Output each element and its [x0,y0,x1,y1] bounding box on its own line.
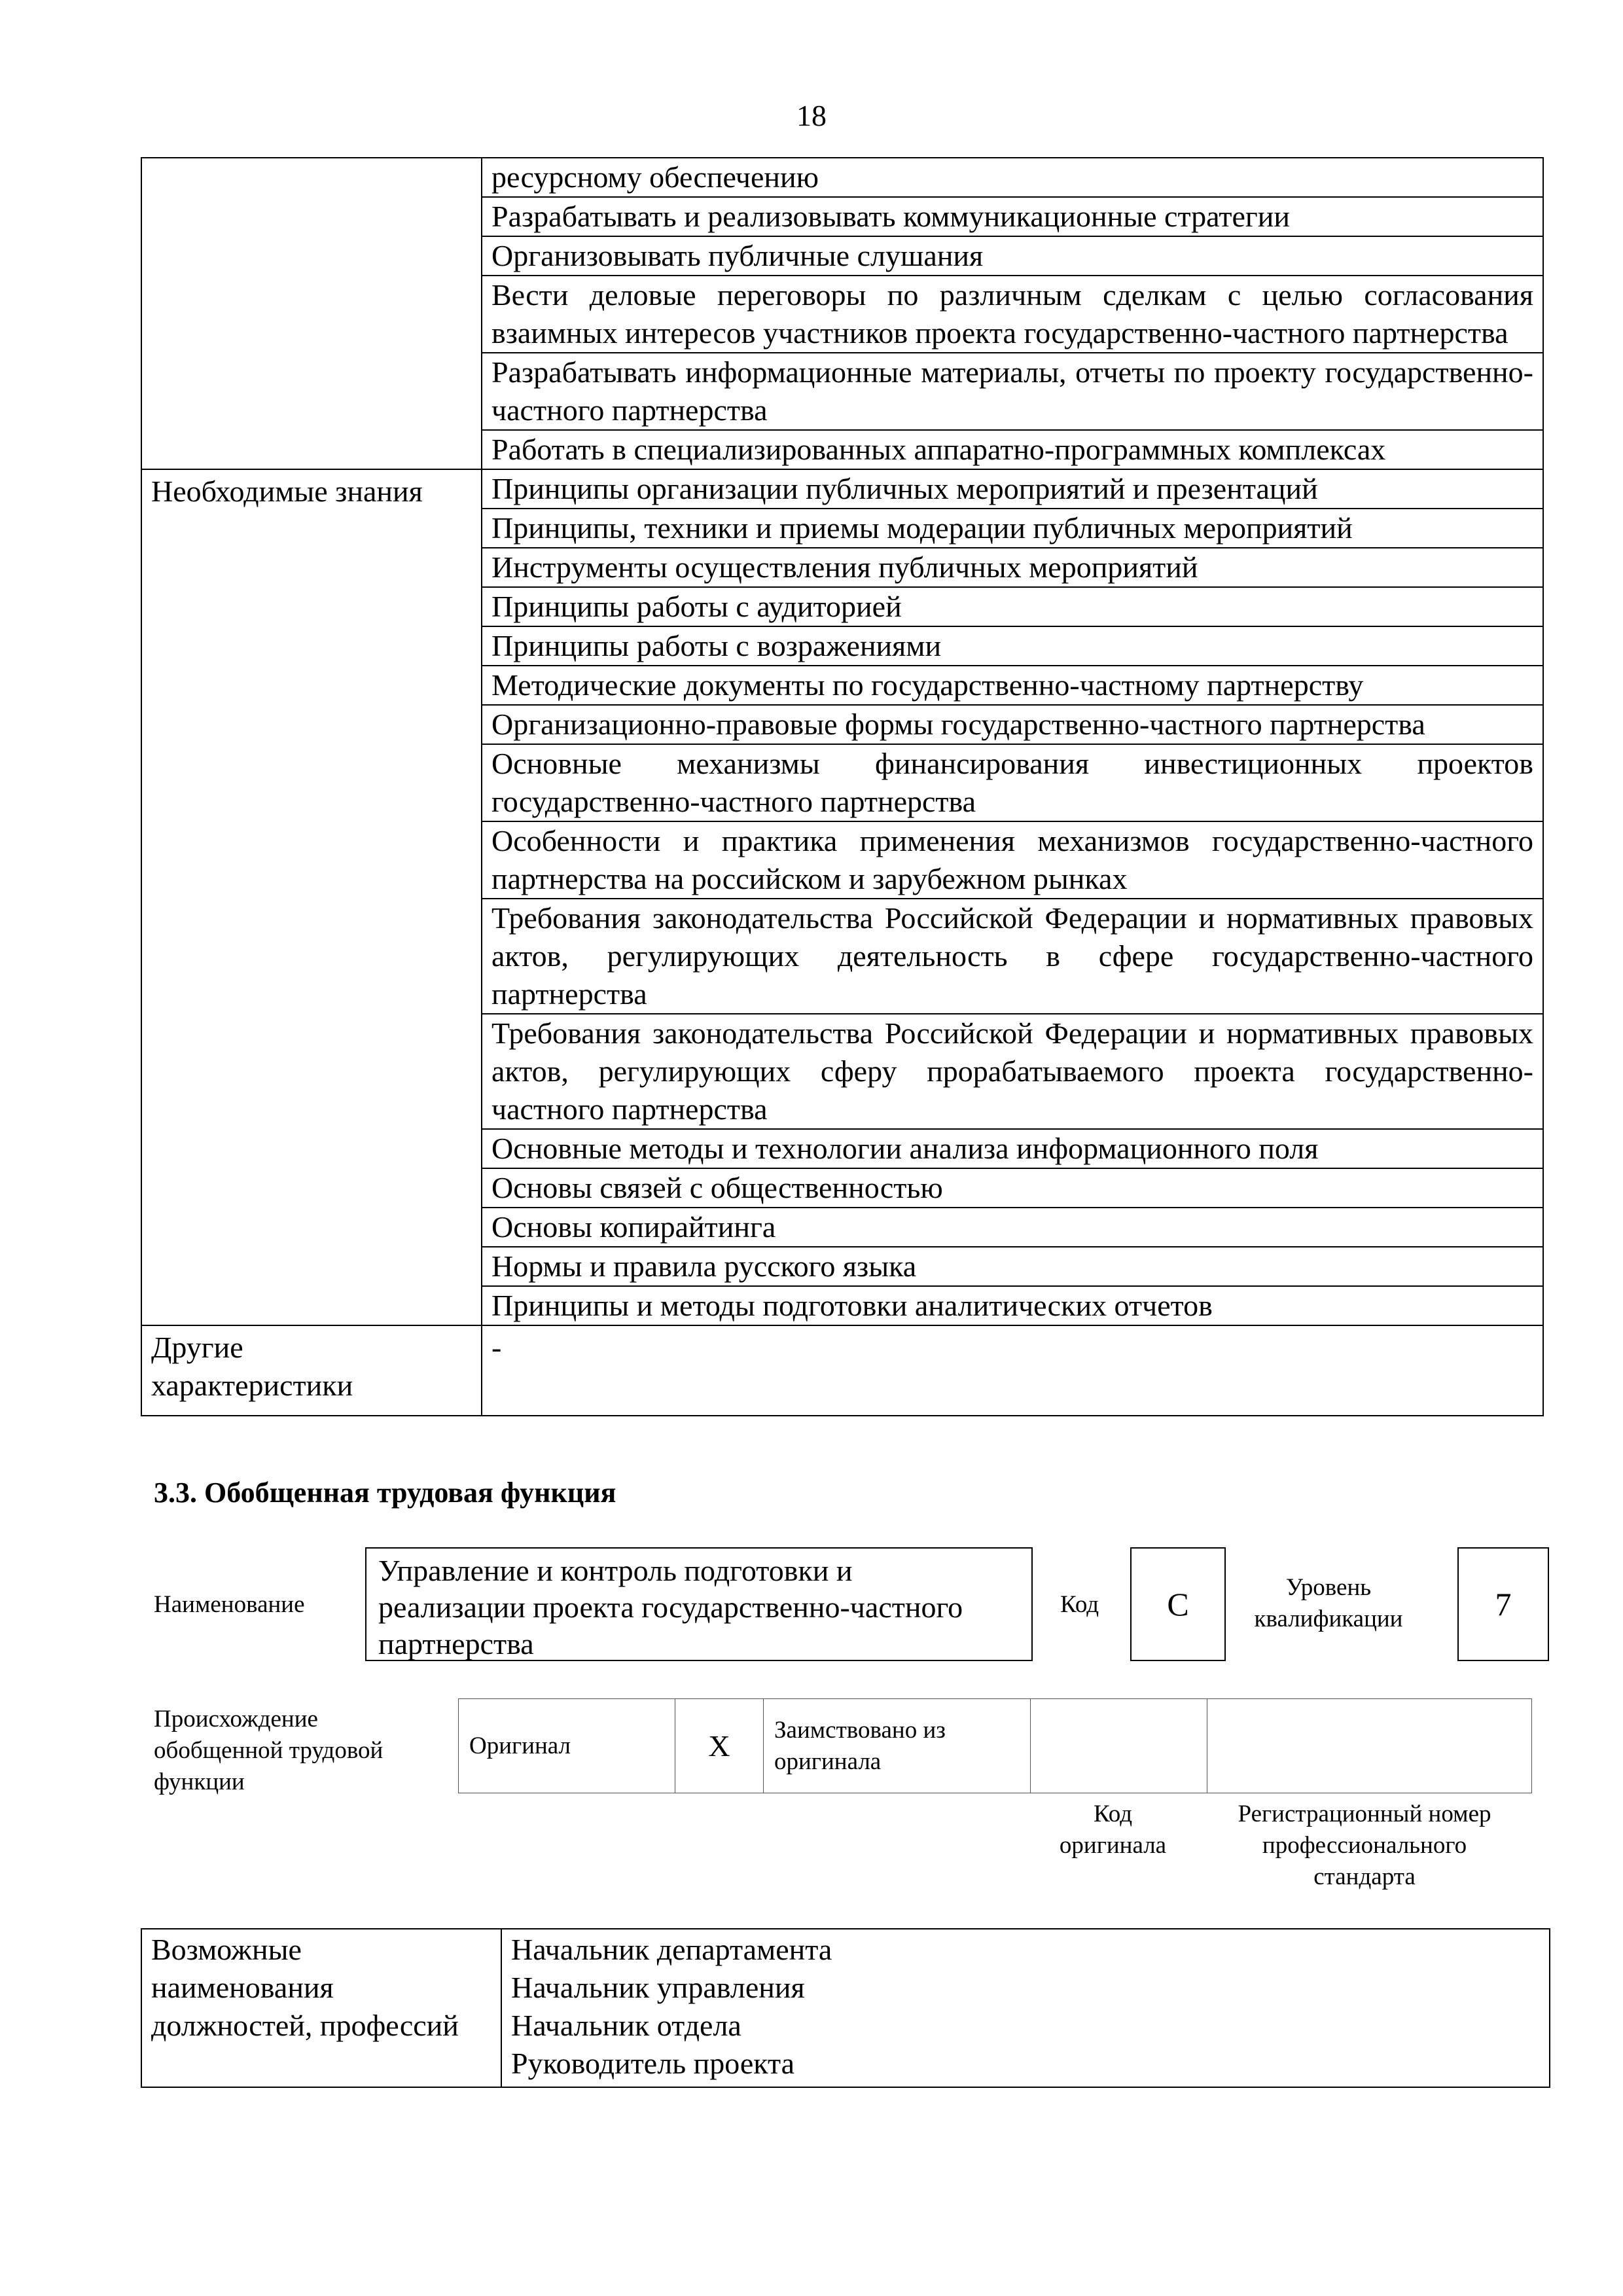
other-label-line: характеристики [151,1369,353,1402]
registration-number-caption [1198,1799,1531,1893]
level-label-line: квалификации [1254,1605,1403,1632]
job-titles-label-line: Возможные [151,1933,302,1966]
origin-label [154,1704,383,1798]
knowledge-item: Основные механизмы финансирования инвестиционных проектов государственно-частного партнерства [482,745,1543,822]
original-code-caption [1026,1799,1200,1861]
job-title-item: Начальник управления [511,1971,805,2004]
knowledge-item: Принципы работы с возражениями [482,627,1543,666]
skill-item: Работать в специализированных аппаратно-программных комплексах [491,433,1386,466]
job-title-item: Руководитель проекта [511,2047,795,2080]
qualification-level-value: 7 [1457,1547,1549,1661]
skill-item: ресурсному обеспечению [482,158,1543,198]
caption-line: Регистрационный номер [1238,1801,1491,1827]
page-number: 18 [796,99,827,132]
qualification-level-label [1247,1572,1410,1635]
skills-knowledge-table [141,157,1544,1416]
caption-line: оригинала [1059,1832,1167,1859]
origin-label-line: Происхождение [154,1706,318,1732]
origin-table [458,1698,1532,1793]
skill-item: Разрабатывать и реализовывать коммуникационные стратегии [482,198,1543,237]
job-titles-list [501,1929,1550,2087]
knowledge-item: Требования законодательства Российской Федерации и нормативных правовых актов, регулирующих деятельность в сфере государственно-частного партнерства [482,899,1543,1014]
origin-label-line: обобщенной трудовой [154,1737,383,1764]
borrowed-label-line: Заимствовано из [774,1716,946,1744]
other-characteristics-value: - [482,1325,1543,1416]
borrowed-label [764,1699,1031,1793]
caption-line: профессионального [1262,1832,1467,1859]
skill-item: Вести деловые переговоры по различным сделкам с целью согласования взаимных интересов участников проекта государственно-частного партнерства [482,276,1543,353]
skills-label-cell [141,158,482,469]
knowledge-item: Инструменты осуществления публичных мероприятий [482,548,1543,588]
knowledge-item: Основы копирайтинга [482,1208,1543,1247]
caption-line: стандарта [1313,1863,1416,1890]
function-name-line: партнерства [378,1627,534,1660]
knowledge-item: Принципы и методы подготовки аналитических отчетов [491,1289,1213,1322]
knowledge-label: Необходимые знания [141,469,482,1325]
function-name-box [365,1547,1033,1661]
knowledge-item: Требования законодательства Российской Федерации и нормативных правовых актов, регулирующих сферу прорабатываемого проекта государственно-частного партнерства [482,1014,1543,1130]
other-characteristics-label [141,1325,482,1416]
job-titles-table [141,1928,1550,2088]
caption-line: Код [1093,1801,1133,1827]
job-titles-label [141,1929,501,2087]
job-titles-row [141,1929,1550,2087]
origin-row [459,1699,1532,1793]
knowledge-row [141,469,1543,1325]
origin-label-line: функции [154,1768,245,1795]
original-code-cell [1031,1699,1207,1793]
knowledge-item: Особенности и практика применения механизмов государственно-частного партнерства на российском и зарубежном рынках [482,822,1543,899]
function-name-line: реализации проекта государственно-частного [378,1590,963,1624]
other-characteristics-row [141,1325,1543,1416]
skills-list [482,158,1543,469]
level-label-line: Уровень [1285,1574,1372,1601]
job-titles-label-line: наименования [151,1971,334,2004]
knowledge-item: Принципы работы с аудиторией [482,588,1543,627]
function-name-line: Управление и контроль подготовки и [378,1554,853,1587]
knowledge-item: Основные методы и технологии анализа информационного поля [482,1130,1543,1169]
skill-item: Организовывать публичные слушания [482,237,1543,276]
registration-number-cell [1207,1699,1532,1793]
code-value: C [1130,1547,1226,1661]
original-mark: X [675,1699,764,1793]
function-name-label: Наименование [154,1591,305,1618]
knowledge-list [482,469,1543,1325]
skill-item: Разрабатывать информационные материалы, отчеты по проекту государственно-частного партнерства [482,353,1543,431]
knowledge-item: Нормы и правила русского языка [482,1247,1543,1287]
knowledge-item: Организационно-правовые формы государственно-частного партнерства [482,706,1543,745]
knowledge-item: Основы связей с общественностью [482,1169,1543,1208]
code-label: Код [1060,1591,1099,1618]
knowledge-item: Методические документы по государственно-частному партнерству [482,666,1543,706]
knowledge-item: Принципы организации публичных мероприятий и презентаций [482,470,1543,509]
borrowed-label-line: оригинала [774,1748,882,1775]
skills-row [141,158,1543,469]
original-label: Оригинал [459,1699,675,1793]
section-heading: 3.3. Обобщенная трудовая функция [154,1477,616,1509]
job-titles-label-line: должностей, профессий [151,2009,459,2042]
job-title-item: Начальник отдела [511,2009,741,2042]
other-label-line: Другие [151,1331,243,1364]
knowledge-item: Принципы, техники и приемы модерации публичных мероприятий [482,509,1543,548]
job-title-item: Начальник департамента [511,1933,832,1966]
